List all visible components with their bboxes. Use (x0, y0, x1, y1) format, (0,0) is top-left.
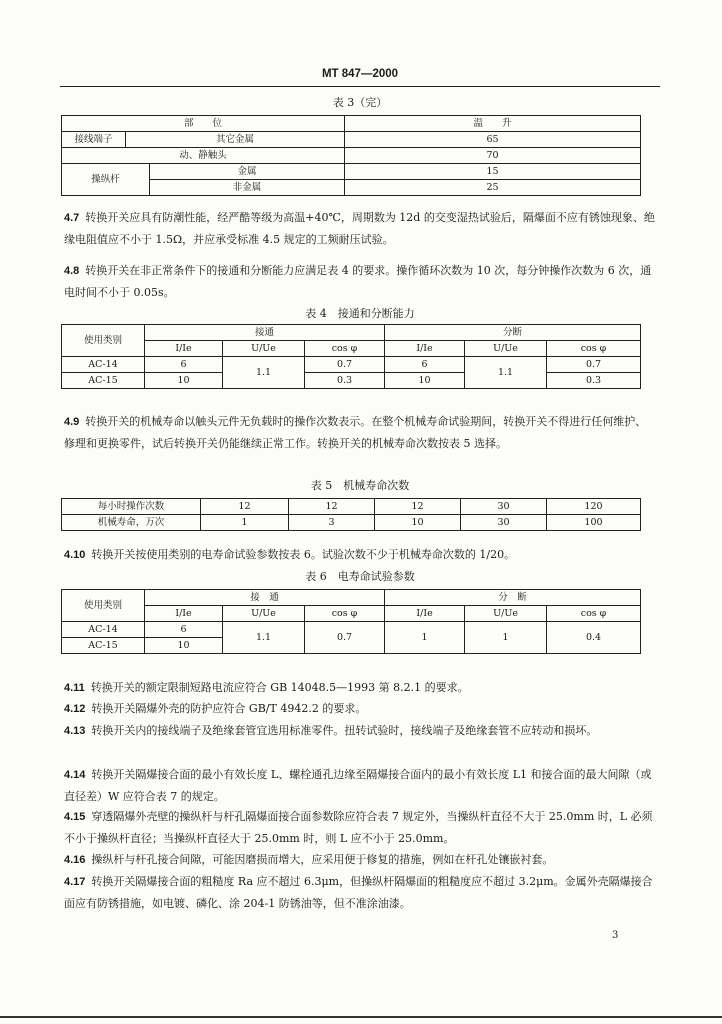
clause-number: 4.11 (64, 682, 85, 694)
clause-text: 穿透隔爆外壳壁的操纵杆与杆孔隔爆面接合面参数除应符合表 7 规定外，当操纵杆直径不大于 25.0mm 时，L 必须不小于操纵杆直径；当操纵杆直径大于 25.0mm 时，则 L 应不小于 25.0mm。 (64, 810, 653, 845)
table3-cell: 非金属 (150, 180, 345, 196)
table3 (61, 115, 641, 196)
clause-4-9 (64, 411, 656, 454)
clause-text: 转换开关在非正常条件下的接通和分断能力应满足表 4 的要求。操作循环次数为 10 次，每分钟操作次数为 6 次，通电时间不小于 0.05s。 (64, 264, 652, 299)
table4-col-head: U/Ue (223, 341, 305, 357)
table6 (61, 589, 641, 654)
table6-break-head: 分 断 (385, 590, 641, 606)
table4-category-head: 使用类别 (62, 325, 145, 357)
clause-4-16 (64, 849, 656, 871)
table3-head-part: 部 位 (62, 116, 345, 132)
table4-cell: 6 (385, 357, 465, 373)
table6-cell: 0.4 (547, 622, 641, 654)
table6-make-head: 接 通 (145, 590, 385, 606)
table6-category-head: 使用类别 (62, 590, 145, 622)
table3-caption: 表 3（完） (332, 96, 388, 109)
table6-col-head: cos φ (547, 606, 641, 622)
table5-row-label: 每小时操作次数 (62, 499, 201, 515)
table4-col-head: cos φ (547, 341, 641, 357)
table4-cell: AC-14 (62, 357, 145, 373)
table5-cell: 3 (289, 515, 375, 531)
table4-break-head: 分断 (385, 325, 641, 341)
table6-col-head: U/Ue (465, 606, 547, 622)
table6-cell: 1.1 (223, 622, 305, 654)
table6-col-head: cos φ (305, 606, 385, 622)
clause-4-10 (64, 544, 656, 566)
table3-cell: 25 (345, 180, 641, 196)
table6-cell: AC-14 (62, 622, 145, 638)
clause-text: 转换开关内的接线端子及绝缘套管宜选用标准零件。扭转试验时，接线端子及绝缘套管不应转动和损坏。 (91, 724, 598, 737)
clause-text: 转换开关应具有防潮性能，经严酷等级为高温+40℃，周期数为 12d 的交变湿热试验后，隔爆面不应有锈蚀现象、绝缘电阻值应不小于 1.5Ω，并应承受标准 4.5 规定的工频耐压试验。 (64, 211, 655, 246)
clause-number: 4.13 (64, 725, 86, 737)
table5-cell: 1 (201, 515, 289, 531)
table5-row-label: 机械寿命，万次 (62, 515, 201, 531)
clause-text: 转换开关隔爆外壳的防护应符合 GB/T 4942.2 的要求。 (91, 702, 367, 715)
clause-text: 转换开关隔爆接合面的粗糙度 Ra 应不超过 6.3μm，但操纵杆隔爆面的粗糙度应不超过 3.2μm。金属外壳隔爆接合面应有防锈措施，如电镀、磷化、涂 204-1 防锈油等，但不准涂油漆。 (64, 875, 653, 910)
table3-cell: 15 (345, 164, 641, 180)
table6-col-head: I/Ie (385, 606, 465, 622)
clause-number: 4.9 (64, 416, 80, 428)
clause-number: 4.12 (64, 703, 86, 715)
table6-col-head: I/Ie (145, 606, 223, 622)
clause-text: 操纵杆与杆孔接合间隙，可能因磨损而增大，应采用便于修复的措施，例如在杆孔处镶嵌衬套。 (91, 853, 554, 866)
table5-cell: 30 (461, 499, 547, 515)
table4-cell: 0.3 (547, 373, 641, 389)
table4-col-head: U/Ue (465, 341, 547, 357)
clause-number: 4.17 (64, 876, 86, 888)
scan-edge-rule (0, 1016, 722, 1018)
table6-cell: AC-15 (62, 638, 145, 654)
table4-col-head: cos φ (305, 341, 385, 357)
clause-number: 4.10 (64, 549, 86, 561)
table4-cell: 6 (145, 357, 223, 373)
table3-cell: 操纵杆 (62, 164, 150, 196)
table3-cell: 金属 (150, 164, 345, 180)
clause-text: 转换开关隔爆接合面的最小有效长度 L、螺栓通孔边缘至隔爆接合面内的最小有效长度 L1 和接合面的最大间隙（或直径差）W 应符合表 7 的规定。 (64, 768, 652, 803)
table3-cell: 70 (345, 148, 641, 164)
table6-caption: 表 6 电寿命试验参数 (305, 570, 415, 583)
header-rule (60, 86, 660, 87)
clause-number: 4.15 (64, 811, 86, 823)
clause-text: 转换开关按使用类别的电寿命试验参数按表 6。试验次数不少于机械寿命次数的 1/20。 (91, 548, 516, 561)
table6-cell: 10 (145, 638, 223, 654)
table4 (61, 324, 641, 389)
table6-cell: 0.7 (305, 622, 385, 654)
table5-caption: 表 5 机械寿命次数 (310, 479, 410, 492)
clause-number: 4.7 (64, 212, 80, 224)
table4-cell: 0.3 (305, 373, 385, 389)
table4-make-head: 接通 (145, 325, 385, 341)
clause-4-15 (64, 806, 656, 849)
table4-cell: 0.7 (305, 357, 385, 373)
table5-cell: 100 (547, 515, 641, 531)
table4-cell: 10 (145, 373, 223, 389)
table5-cell: 10 (375, 515, 461, 531)
table5-cell: 30 (461, 515, 547, 531)
clause-number: 4.16 (64, 854, 86, 866)
table5-cell: 12 (289, 499, 375, 515)
table3-cell: 动、静触头 (62, 148, 345, 164)
clause-text: 转换开关的额定限制短路电流应符合 GB 14048.5—1993 第 8.2.1 的要求。 (90, 681, 469, 694)
table6-cell: 1 (465, 622, 547, 654)
clause-4-7 (64, 207, 656, 250)
table3-cell: 其它金属 (126, 132, 345, 148)
table3-head-temp: 温 升 (345, 116, 641, 132)
table6-cell: 1 (385, 622, 465, 654)
clause-number: 4.14 (64, 769, 86, 781)
table4-col-head: I/Ie (145, 341, 223, 357)
table4-cell: AC-15 (62, 373, 145, 389)
table4-cell: 10 (385, 373, 465, 389)
table6-col-head: U/Ue (223, 606, 305, 622)
clause-text: 转换开关的机械寿命以触头元件无负载时的操作次数表示。在整个机械寿命试验期间，转换开关不得进行任何维护、修理和更换零件，试后转换开关仍能继续正常工作。转换开关的机械寿命次数按表 5 选择。 (64, 415, 647, 450)
clause-4-17 (64, 871, 656, 914)
table4-caption: 表 4 接通和分断能力 (305, 307, 415, 320)
page-number: 3 (612, 930, 619, 941)
table5-cell: 120 (547, 499, 641, 515)
table4-col-head: I/Ie (385, 341, 465, 357)
table5-cell: 12 (375, 499, 461, 515)
table5-cell: 12 (201, 499, 289, 515)
standard-code: MT 847—2000 (321, 68, 399, 80)
table6-cell: 6 (145, 622, 223, 638)
clause-4-8 (64, 260, 656, 303)
clause-4-14 (64, 764, 656, 807)
table4-cell: 1.1 (223, 357, 305, 389)
table4-cell: 0.7 (547, 357, 641, 373)
clause-number: 4.8 (64, 265, 80, 277)
table3-cell: 65 (345, 132, 641, 148)
clause-4-12 (64, 698, 656, 720)
table5 (61, 498, 641, 531)
clause-4-13 (64, 720, 656, 742)
table3-cell: 接线端子 (62, 132, 126, 148)
table4-cell: 1.1 (465, 357, 547, 389)
clause-4-11 (64, 677, 656, 699)
